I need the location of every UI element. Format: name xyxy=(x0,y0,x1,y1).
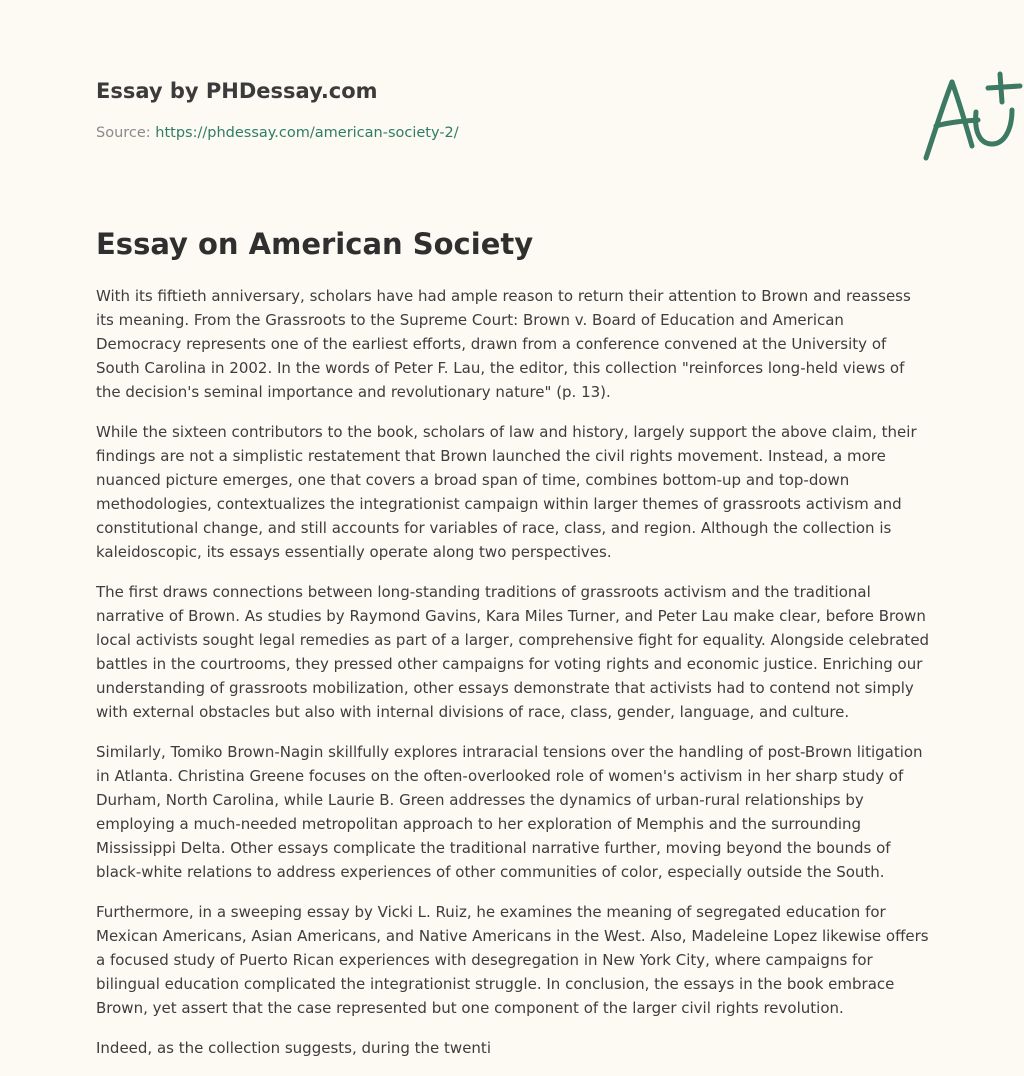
a-plus-grade-icon xyxy=(914,64,1024,168)
essay-paragraph: While the sixteen contributors to the book, scholars of law and history, largely support the above claim, their findings are not a simplistic restatement that Brown launched the civil rights movement. Instead, a more nuanced picture emerges, one that covers a broad span of time, combines bottom-up and top-down methodologies, contextualizes the integrationist campaign within larger themes of grassroots activism and constitutional change, and still accounts for variables of race, class, and region. Although the collection is kaleidoscopic, its essays essentially operate along two perspectives. xyxy=(96,423,917,561)
essay-paragraph: Furthermore, in a sweeping essay by Vicki L. Ruiz, he examines the meaning of segregated education for Mexican Americans, Asian Americans, and Native Americans in the West. Also, Madeleine Lopez likewise offers a focused study of Puerto Rican experiences with desegregation in New York City, where campaigns for bilingual education complicated the integrationist struggle. In conclusion, the essays in the book embrace Brown, yet assert that the case represented but one component of the larger civil rights revolution. xyxy=(96,903,929,1017)
essay-body xyxy=(96,284,932,1076)
essay-paragraph: The first draws connections between long-standing traditions of grassroots activism and the traditional narrative of Brown. As studies by Raymond Gavins, Kara Miles Turner, and Peter Lau make clear, before Brown local activists sought legal remedies as part of a larger, comprehensive fight for equality. Alongside celebrated battles in the courtrooms, they pressed other campaigns for voting rights and economic justice. Enriching our understanding of grassroots mobilization, other essays demonstrate that activists had to contend not simply with external obstacles but also with internal divisions of race, class, gender, language, and culture. xyxy=(96,583,930,721)
source-line xyxy=(96,124,459,142)
essay-paragraph: With its fiftieth anniversary, scholars have had ample reason to return their attention to Brown and reassess its meaning. From the Grassroots to the Supreme Court: Brown v. Board of Education and American Democracy represents one of the earliest efforts, drawn from a conference convened at the University of South Carolina in 2002. In the words of Peter F. Lau, the editor, this collection "reinforces long-held views of the decision's seminal importance and revolutionary nature" (p. 13). xyxy=(96,287,911,401)
essay-paragraph: Similarly, Tomiko Brown-Nagin skillfully explores intraracial tensions over the handling of post-Brown litigation in Atlanta. Christina Greene focuses on the often-overlooked role of women's activism in her sharp study of Durham, North Carolina, while Laurie B. Green addresses the dynamics of urban-rural relationships by employing a much-needed metropolitan approach to her exploration of Memphis and the surrounding Mississippi Delta. Other essays complicate the traditional narrative further, moving beyond the bounds of black-white relations to address experiences of other communities of color, especially outside the South. xyxy=(96,743,923,881)
essay-title: Essay on American Society xyxy=(96,227,534,261)
site-brand: Essay by PHDessay.com xyxy=(96,79,378,103)
essay-paragraph: Indeed, as the collection suggests, during the twenti xyxy=(96,1039,491,1057)
source-label: Source: xyxy=(96,125,151,141)
source-link[interactable]: https://phdessay.com/american-society-2/ xyxy=(155,125,459,141)
